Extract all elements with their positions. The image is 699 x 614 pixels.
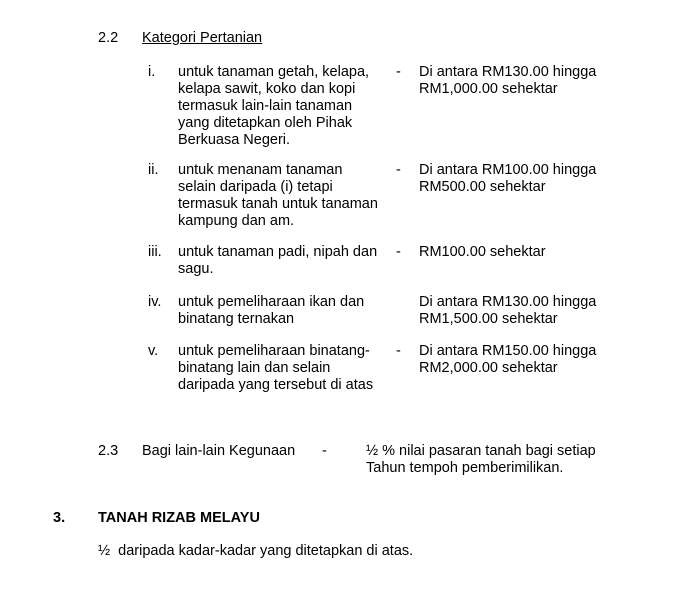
section-2-3-rate (366, 443, 596, 477)
rate-line: RM1,500.00 sehektar (419, 311, 558, 327)
item-rate (419, 244, 546, 261)
rate-line: ½ % nilai pasaran tanah bagi setiap (366, 443, 596, 459)
desc-line: untuk menanam tanaman (178, 162, 343, 178)
desc-line: Berkuasa Negeri. (178, 132, 291, 148)
item-numeral: iii. (148, 244, 162, 260)
desc-line: selain daripada (i) tetapi (178, 179, 333, 195)
section-2-3-number: 2.3 (98, 443, 119, 459)
item-numeral: iv. (148, 294, 162, 310)
section-3-number: 3. (53, 510, 66, 526)
item-dash: - (396, 64, 401, 80)
section-2-3-label: Bagi lain-lain Kegunaan (142, 443, 296, 459)
item-rate (419, 343, 596, 377)
desc-line: kampung dan am. (178, 213, 295, 229)
rate-line: Di antara RM150.00 hingga (419, 343, 597, 359)
desc-line: daripada yang tersebut di atas (178, 377, 374, 393)
desc-line: untuk tanaman getah, kelapa, (178, 64, 370, 80)
desc-line: untuk tanaman padi, nipah dan (178, 244, 378, 260)
rate-line: RM1,000.00 sehektar (419, 81, 558, 97)
desc-line: yang ditetapkan oleh Pihak (178, 115, 353, 131)
item-description (178, 294, 383, 328)
item-rate (419, 64, 596, 98)
item-description (178, 244, 383, 278)
item-dash: - (396, 343, 401, 359)
desc-line: binatang ternakan (178, 311, 295, 327)
rate-line: Tahun tempoh pemberimilikan. (366, 460, 564, 476)
item-numeral: ii. (148, 162, 159, 178)
item-rate (419, 162, 596, 196)
item-numeral: v. (148, 343, 159, 359)
rate-line: RM100.00 sehektar (419, 244, 546, 260)
item-description (178, 64, 383, 149)
rate-line: Di antara RM100.00 hingga (419, 162, 597, 178)
item-numeral: i. (148, 64, 156, 80)
rate-line: Di antara RM130.00 hingga (419, 294, 597, 310)
desc-line: untuk pemeliharaan ikan dan (178, 294, 365, 310)
section-2-2-number: 2.2 (98, 30, 119, 46)
rate-line: RM500.00 sehektar (419, 179, 546, 195)
desc-line: termasuk lain-lain tanaman (178, 98, 353, 114)
desc-line: untuk pemeliharaan binatang- (178, 343, 370, 359)
desc-line: sagu. (178, 261, 214, 277)
section-3-text: ½ daripada kadar-kadar yang ditetapkan di atas. (98, 543, 414, 559)
desc-line: kelapa sawit, koko dan kopi (178, 81, 356, 97)
desc-line: termasuk tanah untuk tanaman (178, 196, 378, 212)
rate-line: RM2,000.00 sehektar (419, 360, 558, 376)
item-description (178, 162, 383, 230)
rate-line: Di antara RM130.00 hingga (419, 64, 597, 80)
item-rate (419, 294, 596, 328)
item-dash: - (396, 244, 401, 260)
desc-line: binatang lain dan selain (178, 360, 331, 376)
item-dash: - (396, 162, 401, 178)
section-3-title: TANAH RIZAB MELAYU (98, 510, 260, 526)
item-description (178, 343, 383, 394)
section-2-3-dash: - (322, 443, 327, 459)
section-2-2-title: Kategori Pertanian (142, 30, 263, 46)
